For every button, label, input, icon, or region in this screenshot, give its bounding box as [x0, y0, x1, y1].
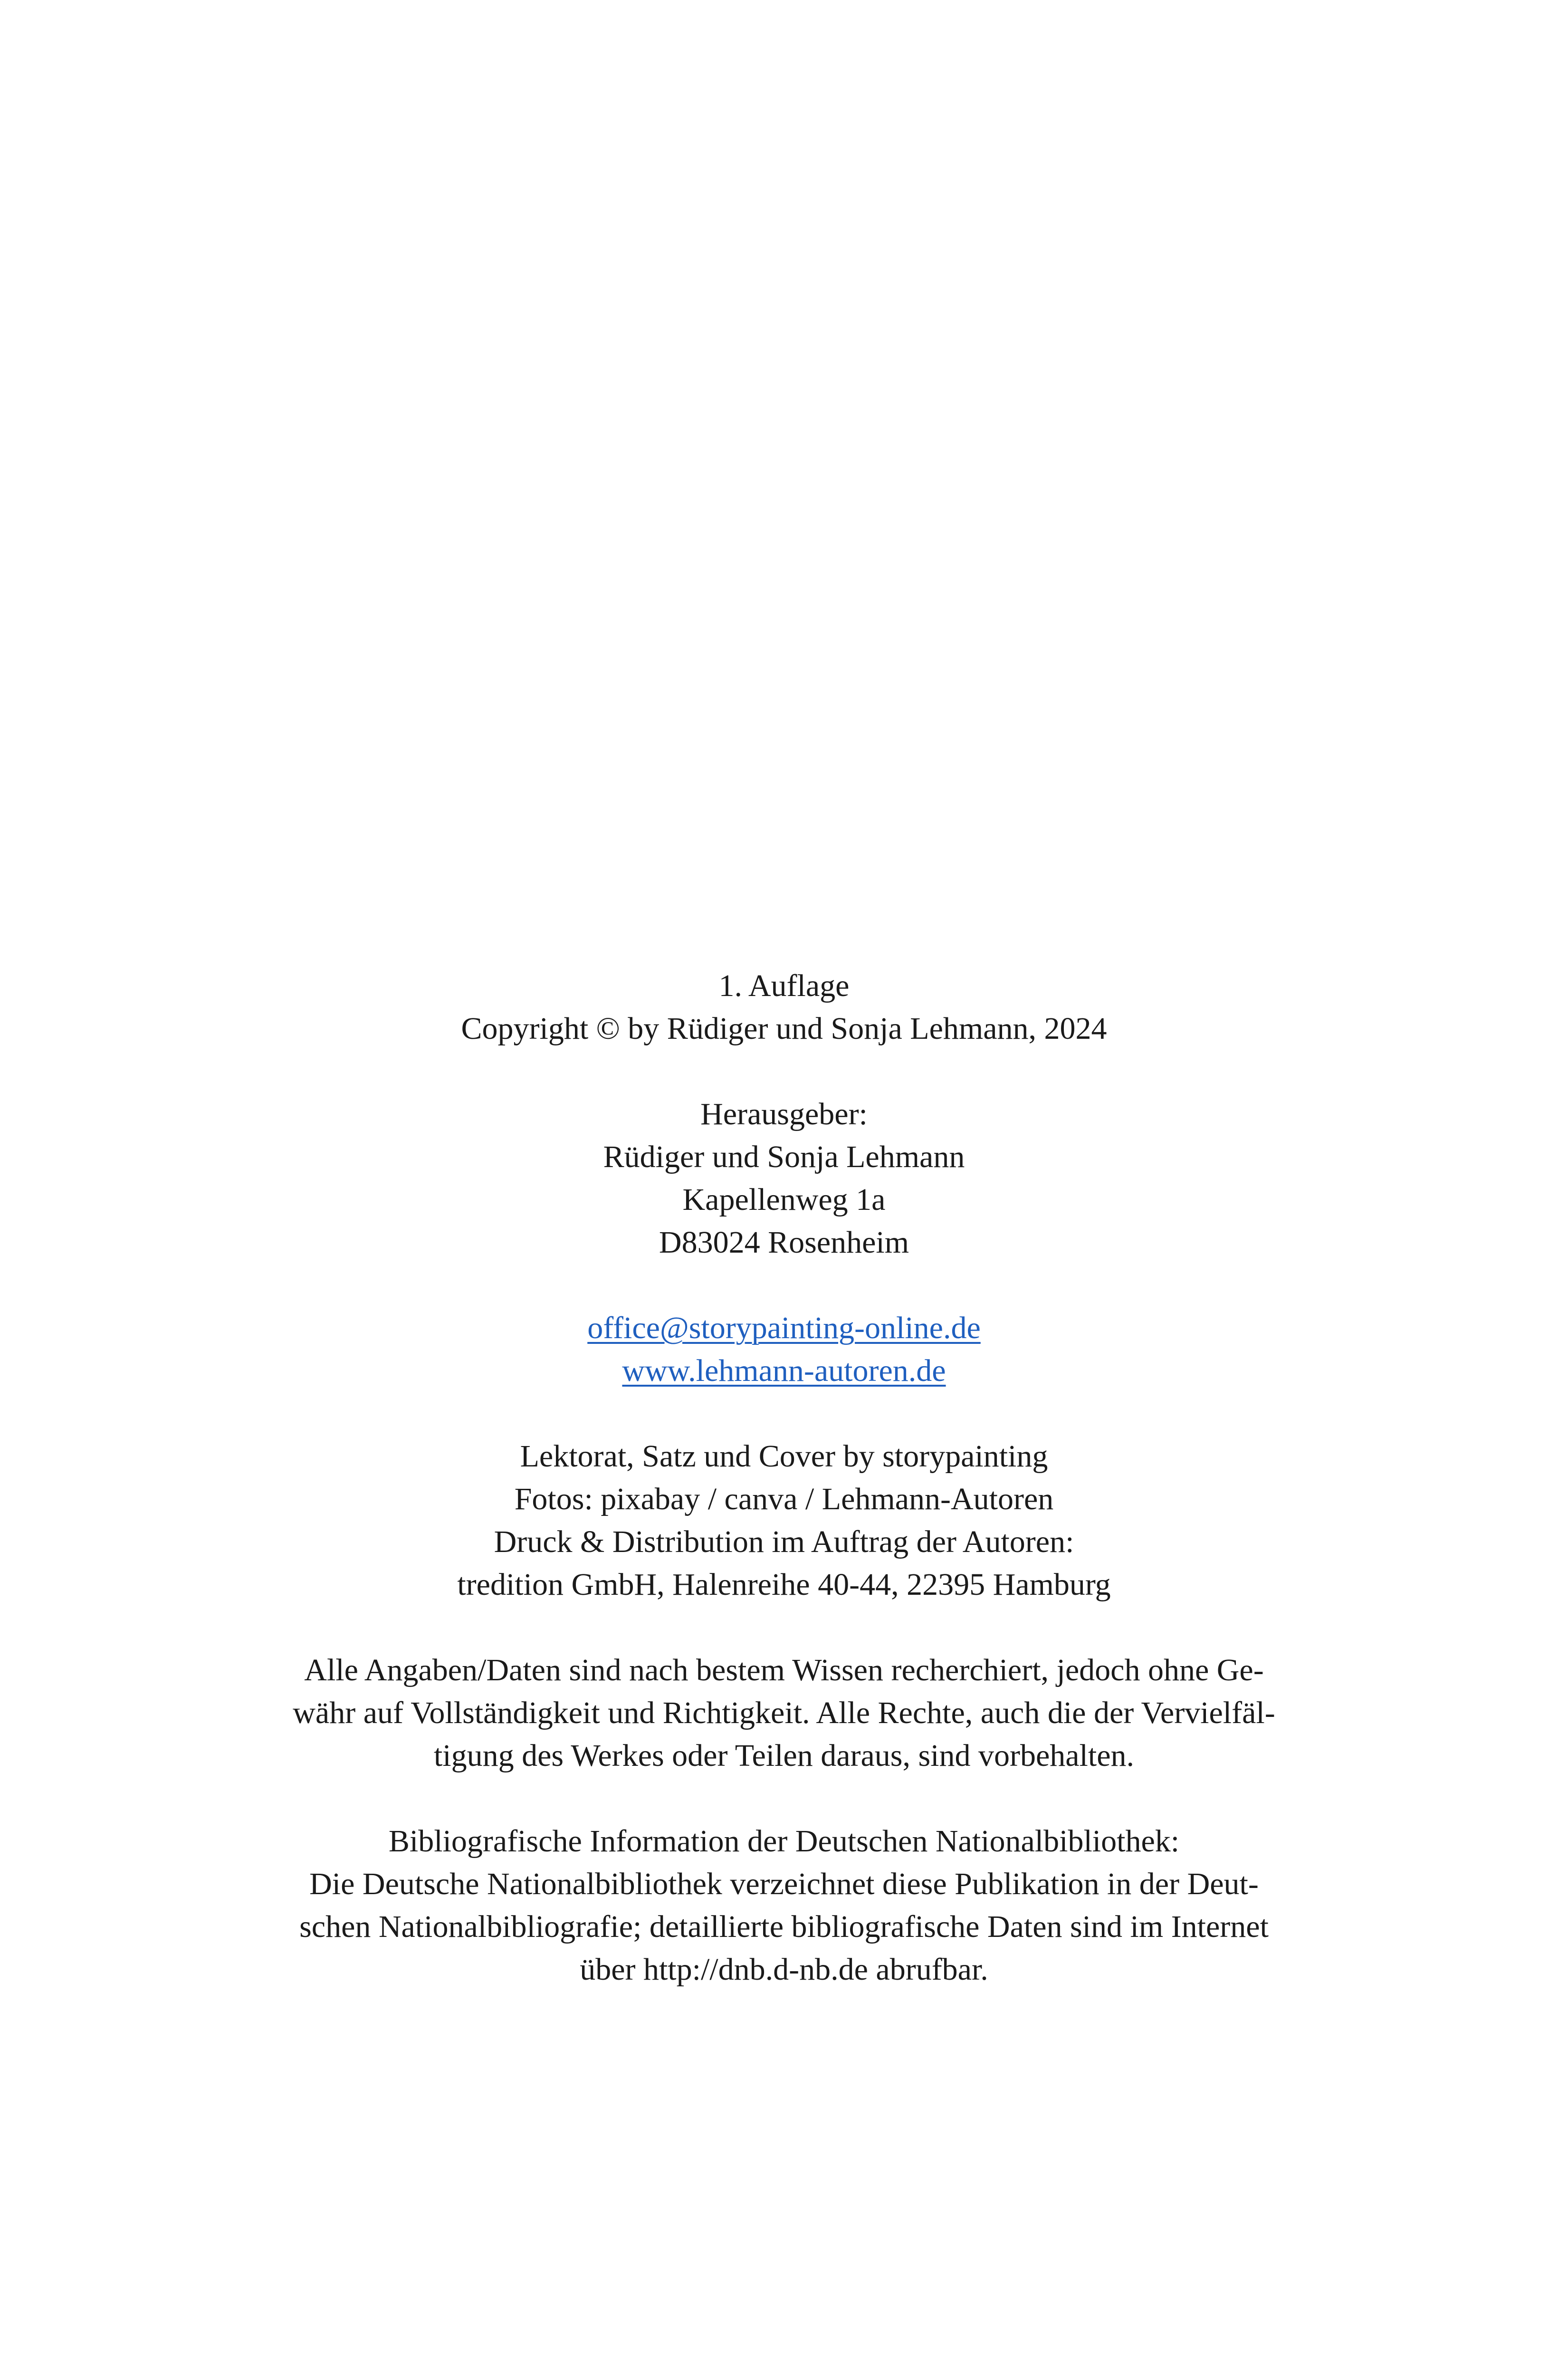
credits-block [0, 1435, 1568, 1606]
publisher-block [0, 1093, 1568, 1264]
bibliography-line-3: schen Nationalbibliografie; detaillierte bibliografische Daten sind im Internet [299, 1909, 1269, 1944]
credits-line-distribution: Druck & Distribution im Auftrag der Autoren: [494, 1524, 1074, 1559]
publisher-name: Rüdiger und Sonja Lehmann [603, 1140, 965, 1174]
publisher-street: Kapellenweg 1a [682, 1182, 886, 1217]
credits-line-editing: Lektorat, Satz und Cover by storypainting [520, 1439, 1048, 1474]
edition-line: 1. Auflage [718, 968, 850, 1003]
bibliography-line-4: über http://dnb.d-nb.de abrufbar. [580, 1952, 988, 1987]
contact-block [0, 1307, 1568, 1392]
bibliography-line-2: Die Deutsche Nationalbibliothek verzeichnet diese Publikation in der Deut- [309, 1867, 1259, 1901]
email-link[interactable]: office@storypainting-online.de [587, 1311, 981, 1345]
email-line [0, 1307, 1568, 1350]
bibliography-line-1: Bibliografische Information der Deutschen Nationalbibliothek: [388, 1824, 1180, 1859]
publisher-label: Herausgeber: [700, 1097, 868, 1131]
disclaimer-line-2: währ auf Vollständigkeit und Richtigkeit. Alle Rechte, auch die der Vervielfäl- [293, 1696, 1275, 1730]
website-link[interactable]: www.lehmann-autoren.de [622, 1353, 946, 1388]
website-line [0, 1350, 1568, 1392]
copyright-line: Copyright © by Rüdiger und Sonja Lehmann, 2024 [461, 1011, 1107, 1046]
disclaimer-line-1: Alle Angaben/Daten sind nach bestem Wissen recherchiert, jedoch ohne Ge- [304, 1653, 1264, 1687]
edition-block [0, 965, 1568, 1050]
disclaimer-block [0, 1649, 1568, 1777]
publisher-city: D83024 Rosenheim [659, 1225, 909, 1260]
disclaimer-line-3: tigung des Werkes oder Teilen daraus, sind vorbehalten. [433, 1738, 1135, 1773]
credits-line-photos: Fotos: pixabay / canva / Lehmann-Autoren [514, 1482, 1054, 1516]
imprint-text [0, 965, 1568, 2034]
bibliography-block [0, 1820, 1568, 1991]
credits-line-printer: tredition GmbH, Halenreihe 40-44, 22395 Hamburg [457, 1567, 1111, 1602]
